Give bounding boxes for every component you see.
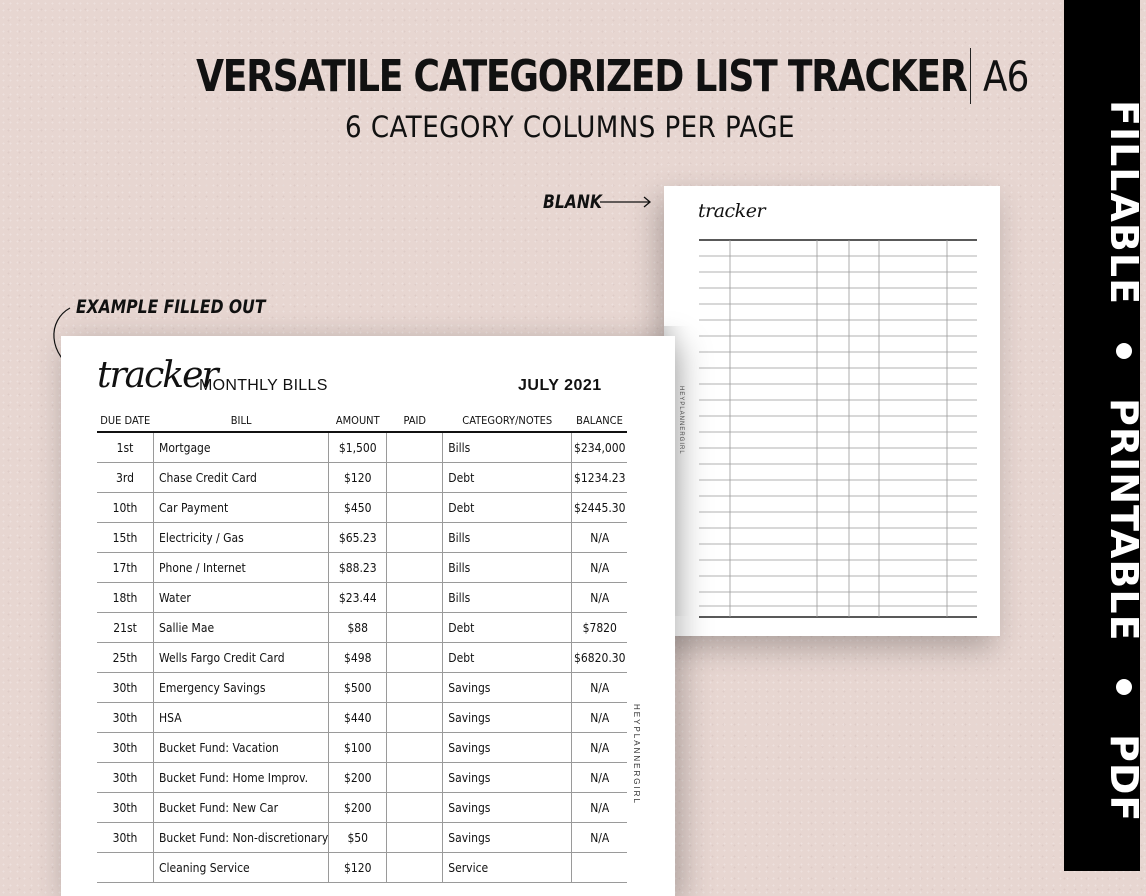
page-size-label: A6 <box>983 51 1029 101</box>
example-tracker-script-title: tracker <box>97 355 217 396</box>
bill-name-cell: Bucket Fund: New Car <box>154 793 329 823</box>
bill-name-cell: Chase Credit Card <box>154 463 329 493</box>
paid-cell <box>387 613 443 643</box>
category-cell: Service <box>443 853 572 883</box>
header <box>0 48 1064 108</box>
due-date-cell: 30th <box>97 823 154 853</box>
bullet-dot-icon <box>1116 343 1132 359</box>
balance-cell: N/A <box>572 553 628 583</box>
category-cell: Savings <box>443 823 572 853</box>
amount-cell: $120 <box>329 853 387 883</box>
feature-list <box>1102 100 1146 822</box>
bill-name-cell: Cleaning Service <box>154 853 329 883</box>
paid-cell <box>387 523 443 553</box>
feature-fillable: FILLABLE <box>1102 100 1146 306</box>
balance-cell <box>572 853 628 883</box>
category-cell: Savings <box>443 793 572 823</box>
category-cell: Savings <box>443 673 572 703</box>
category-cell: Savings <box>443 733 572 763</box>
table-row <box>97 703 627 733</box>
balance-cell: N/A <box>572 733 628 763</box>
table-row <box>97 493 627 523</box>
amount-cell: $65.23 <box>329 523 387 553</box>
table-row <box>97 613 627 643</box>
balance-cell: $6820.30 <box>572 643 628 673</box>
right-arrow-icon <box>600 194 654 210</box>
amount-cell: $1,500 <box>329 432 387 463</box>
paid-cell <box>387 763 443 793</box>
table-row <box>97 432 627 463</box>
table-row <box>97 733 627 763</box>
category-cell: Debt <box>443 463 572 493</box>
amount-cell: $450 <box>329 493 387 523</box>
col-header-paid: PAID <box>387 409 443 432</box>
table-row <box>97 463 627 493</box>
bill-name-cell: Phone / Internet <box>154 553 329 583</box>
col-header-due-date: DUE DATE <box>97 409 154 432</box>
due-date-cell: 17th <box>97 553 154 583</box>
balance-cell: N/A <box>572 823 628 853</box>
bill-name-cell: Mortgage <box>154 432 329 463</box>
due-date-cell: 1st <box>97 432 154 463</box>
bill-name-cell: Bucket Fund: Home Improv. <box>154 763 329 793</box>
paid-cell <box>387 823 443 853</box>
table-row <box>97 793 627 823</box>
paid-cell <box>387 463 443 493</box>
due-date-cell: 30th <box>97 763 154 793</box>
table-row <box>97 553 627 583</box>
balance-cell: $7820 <box>572 613 628 643</box>
due-date-cell: 25th <box>97 643 154 673</box>
category-cell: Bills <box>443 432 572 463</box>
title-divider <box>970 48 971 104</box>
bill-name-cell: Bucket Fund: Vacation <box>154 733 329 763</box>
balance-cell: N/A <box>572 763 628 793</box>
category-cell: Bills <box>443 523 572 553</box>
balance-cell: N/A <box>572 793 628 823</box>
example-label: EXAMPLE FILLED OUT <box>76 296 266 318</box>
balance-cell: $234,000 <box>572 432 628 463</box>
table-row <box>97 823 627 853</box>
due-date-cell: 15th <box>97 523 154 553</box>
bill-name-cell: Water <box>154 583 329 613</box>
blank-tracker-script-title: tracker <box>698 200 766 222</box>
paid-cell <box>387 493 443 523</box>
page-subtitle: 6 CATEGORY COLUMNS PER PAGE <box>345 110 795 144</box>
paid-cell <box>387 583 443 613</box>
bill-name-cell: Emergency Savings <box>154 673 329 703</box>
example-tracker-page <box>61 336 675 896</box>
balance-cell: N/A <box>572 703 628 733</box>
page-title: VERSATILE CATEGORIZED LIST TRACKER <box>196 50 967 102</box>
category-cell: Savings <box>443 703 572 733</box>
paid-cell <box>387 853 443 883</box>
due-date-cell: 18th <box>97 583 154 613</box>
category-cell: Debt <box>443 493 572 523</box>
amount-cell: $50 <box>329 823 387 853</box>
paid-cell <box>387 553 443 583</box>
balance-cell: N/A <box>572 523 628 553</box>
table-header-row <box>97 409 627 432</box>
paid-cell <box>387 703 443 733</box>
balance-cell: N/A <box>572 583 628 613</box>
balance-cell: $2445.30 <box>572 493 628 523</box>
due-date-cell: 30th <box>97 793 154 823</box>
bill-name-cell: Bucket Fund: Non-discretionary <box>154 823 329 853</box>
due-date-cell: 3rd <box>97 463 154 493</box>
amount-cell: $88 <box>329 613 387 643</box>
amount-cell: $23.44 <box>329 583 387 613</box>
due-date-cell: 30th <box>97 733 154 763</box>
tracker-month: JULY 2021 <box>518 377 602 394</box>
due-date-cell: 30th <box>97 673 154 703</box>
amount-cell: $100 <box>329 733 387 763</box>
blank-tracker-page <box>664 186 1000 636</box>
category-cell: Savings <box>443 763 572 793</box>
col-header-category: CATEGORY/NOTES <box>443 409 572 432</box>
blank-vertical-brand: HEYPLANNERGIRL <box>678 386 684 455</box>
table-row <box>97 523 627 553</box>
amount-cell: $498 <box>329 643 387 673</box>
category-cell: Bills <box>443 553 572 583</box>
bill-name-cell: Wells Fargo Credit Card <box>154 643 329 673</box>
balance-cell: $1234.23 <box>572 463 628 493</box>
category-cell: Bills <box>443 583 572 613</box>
amount-cell: $200 <box>329 793 387 823</box>
table-row <box>97 673 627 703</box>
category-cell: Debt <box>443 643 572 673</box>
tracker-category: MONTHLY BILLS <box>199 377 328 394</box>
table-row <box>97 583 627 613</box>
amount-cell: $200 <box>329 763 387 793</box>
due-date-cell: 21st <box>97 613 154 643</box>
col-header-amount: AMOUNT <box>329 409 387 432</box>
col-header-balance: BALANCE <box>572 409 628 432</box>
amount-cell: $120 <box>329 463 387 493</box>
paid-cell <box>387 793 443 823</box>
amount-cell: $440 <box>329 703 387 733</box>
bullet-dot-icon <box>1116 679 1132 695</box>
feature-pdf: PDF <box>1102 733 1146 822</box>
balance-cell: N/A <box>572 673 628 703</box>
bill-name-cell: Sallie Mae <box>154 613 329 643</box>
table-row <box>97 763 627 793</box>
paid-cell <box>387 733 443 763</box>
table-row <box>97 853 627 883</box>
due-date-cell: 10th <box>97 493 154 523</box>
amount-cell: $500 <box>329 673 387 703</box>
amount-cell: $88.23 <box>329 553 387 583</box>
due-date-cell <box>97 853 154 883</box>
category-cell: Debt <box>443 613 572 643</box>
blank-label: BLANK <box>543 191 602 213</box>
paid-cell <box>387 432 443 463</box>
paid-cell <box>387 643 443 673</box>
example-vertical-brand: HEYPLANNERGIRL <box>632 704 641 805</box>
bill-name-cell: Car Payment <box>154 493 329 523</box>
blank-tracker-grid <box>664 186 1000 636</box>
feature-printable: PRINTABLE <box>1102 397 1146 642</box>
due-date-cell: 30th <box>97 703 154 733</box>
bill-name-cell: HSA <box>154 703 329 733</box>
bills-table <box>97 409 627 883</box>
paid-cell <box>387 673 443 703</box>
table-row <box>97 643 627 673</box>
col-header-bill: BILL <box>154 409 329 432</box>
bill-name-cell: Electricity / Gas <box>154 523 329 553</box>
